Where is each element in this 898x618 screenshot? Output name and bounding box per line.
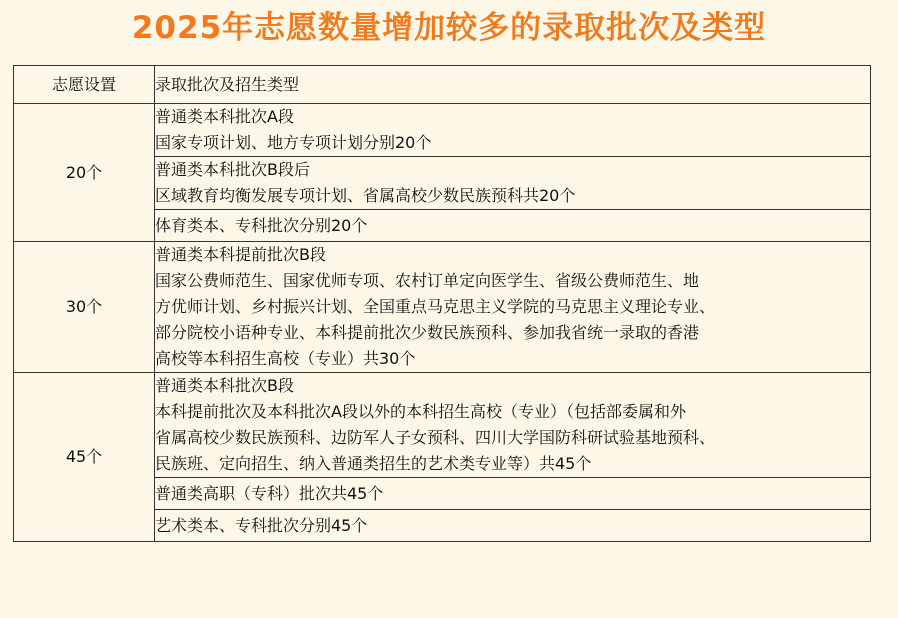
batch-detail: 省属高校少数民族预科、边防军人子女预科、四川大学国防科研试验基地预科、 — [155, 428, 716, 447]
table-row — [14, 373, 871, 478]
batch-cell — [155, 373, 871, 478]
header-volunteer-setting: 志愿设置 — [14, 66, 155, 104]
batch-title: 普通类本科批次B段后 — [155, 160, 310, 179]
count-cell: 30个 — [14, 242, 155, 373]
table-row — [14, 242, 871, 373]
page-title: 2025年志愿数量增加较多的录取批次及类型 — [131, 10, 767, 46]
batch-detail: 民族班、定向招生、纳入普通类招生的艺术类专业等）共45个 — [155, 454, 592, 473]
batch-cell — [155, 478, 871, 510]
batch-title: 体育类本、专科批次分别20个 — [155, 216, 368, 235]
batch-detail: 国家专项计划、地方专项计划分别20个 — [155, 133, 432, 152]
header-batch-type: 录取批次及招生类型 — [155, 66, 871, 104]
batch-title: 艺术类本、专科批次分别45个 — [155, 516, 368, 535]
batch-cell — [155, 510, 871, 542]
batch-title: 普通类高职（专科）批次共45个 — [155, 484, 384, 503]
batch-detail: 方优师计划、乡村振兴计划、全国重点马克思主义学院的马克思主义理论专业、 — [155, 297, 716, 316]
count-cell: 20个 — [14, 104, 155, 242]
batch-detail: 部分院校小语种专业、本科提前批次少数民族预科、参加我省统一录取的香港 — [155, 323, 700, 342]
table-header-row — [14, 66, 871, 104]
count-cell: 45个 — [14, 373, 155, 542]
batch-cell — [155, 242, 871, 373]
batch-cell — [155, 104, 871, 157]
batch-cell — [155, 210, 871, 242]
batch-title: 普通类本科批次B段 — [155, 376, 294, 395]
batch-title: 普通类本科提前批次B段 — [155, 245, 326, 264]
batch-detail: 高校等本科招生高校（专业）共30个 — [155, 349, 416, 368]
batch-detail: 国家公费师范生、国家优师专项、农村订单定向医学生、省级公费师范生、地 — [155, 271, 700, 290]
batch-cell — [155, 157, 871, 210]
batch-detail: 区域教育均衡发展专项计划、省属高校少数民族预科共20个 — [155, 186, 576, 205]
table-row — [14, 104, 871, 157]
batch-detail: 本科提前批次及本科批次A段以外的本科招生高校（专业）（包括部委属和外 — [155, 402, 686, 421]
admission-table — [13, 65, 871, 542]
batch-title: 普通类本科批次A段 — [155, 107, 294, 126]
